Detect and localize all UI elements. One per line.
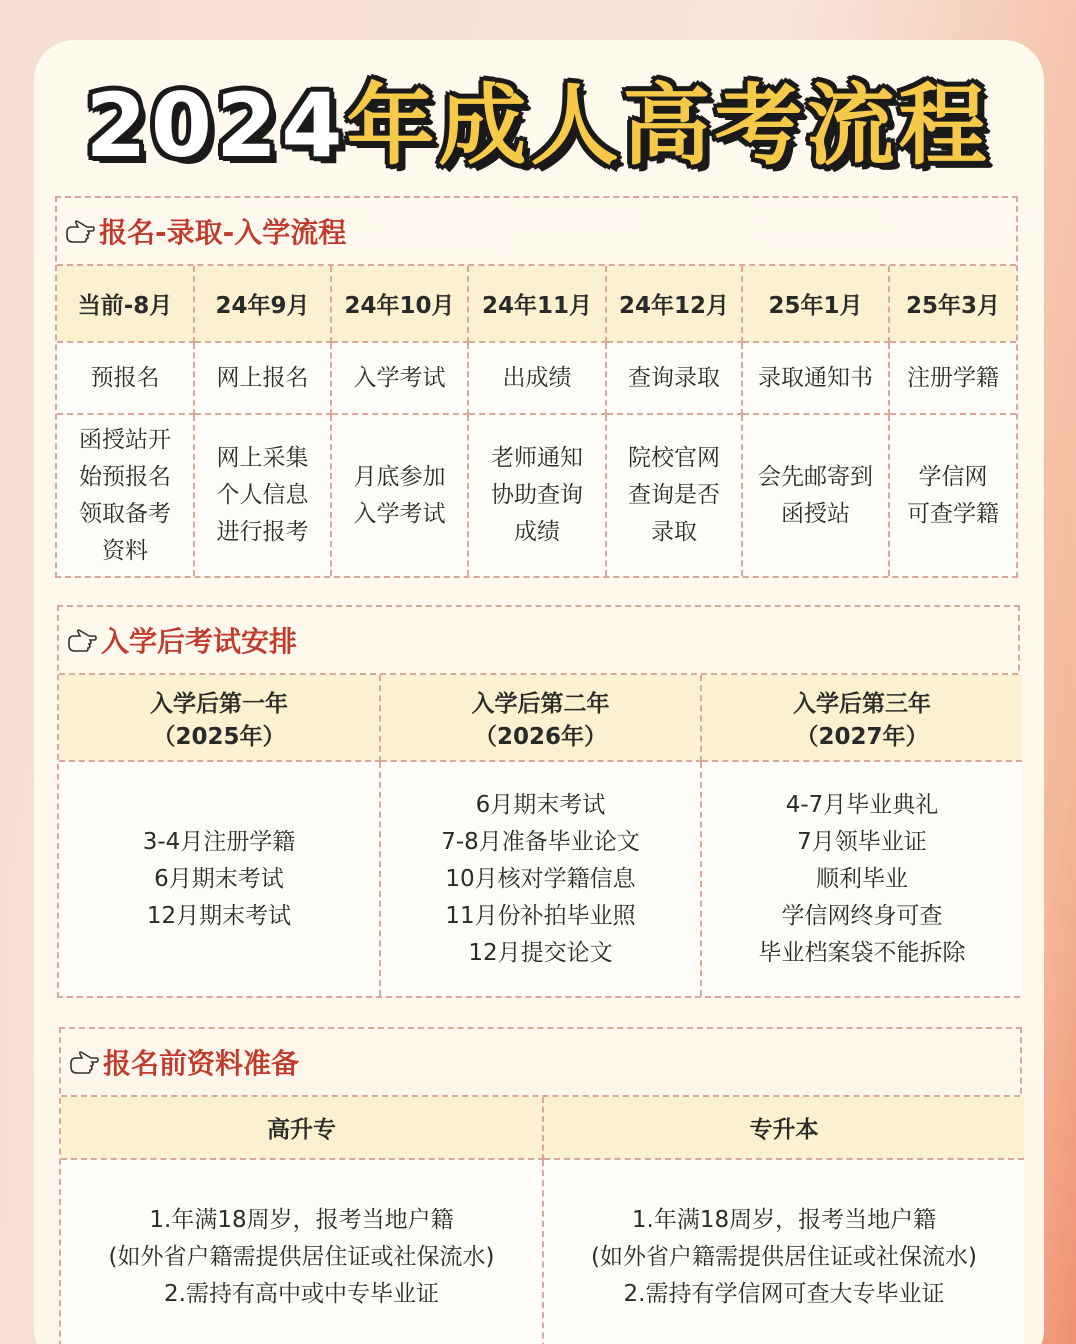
schedule-cell [59,761,380,996]
year-cell [701,675,1022,761]
pointing-hand-icon [65,218,95,244]
schedule-cell [701,761,1022,996]
step-cell: 录取通知书 [742,342,889,414]
title-year: 2024 [85,74,347,177]
date-cell: 24年12月 [606,266,742,342]
detail-line: 个人信息 [216,482,309,508]
detail-line: 领取备考 [79,500,171,527]
detail-line: 函授站开 [79,426,171,453]
requirement-item: 2.需持有高中或中专毕业证 [164,1281,439,1307]
year-cell [380,675,701,761]
table-row-schedule [59,761,1022,996]
requirement-item: 1.年满18周岁，报考当地户籍 [631,1207,937,1233]
schedule-item: 学信网终身可查 [781,902,943,929]
schedule-item: 7-8月准备毕业论文 [441,828,640,855]
section-title: 入学后考试安排 [101,625,298,658]
detail-line: 协助查询 [491,482,583,508]
detail-line: 可查学籍 [907,500,999,527]
table-row-types [61,1097,1024,1159]
table-row-steps [57,342,1016,414]
section-header [59,607,1018,675]
process-table [57,266,1016,576]
detail-line: 函授站 [781,500,850,527]
detail-cell [468,414,606,576]
detail-line: 月底参加 [353,463,446,490]
detail-line: 入学考试 [353,500,446,527]
year-label: （2025年） [152,723,286,750]
schedule-item: 3-4月注册学籍 [142,828,296,855]
year-label: （2026年） [473,723,607,750]
table-row-dates [57,266,1016,342]
section-materials [59,1027,1022,1344]
schedule-item: 顺利毕业 [816,865,908,892]
requirement-item: (如外省户籍需提供居住证或社保流水) [108,1244,495,1270]
type-cell: 专升本 [543,1097,1024,1159]
detail-line: 会先邮寄到 [758,463,873,490]
step-cell: 查询录取 [606,342,742,414]
requirement-item: (如外省户籍需提供居住证或社保流水) [591,1244,977,1270]
schedule-item: 6月期末考试 [475,791,606,818]
schedule-item: 4-7月毕业典礼 [785,791,939,818]
detail-line: 始预报名 [79,463,171,490]
section-exam-schedule [57,605,1020,998]
type-cell: 高升专 [61,1097,543,1159]
detail-cell [194,414,331,576]
section-header [57,198,1016,266]
step-cell: 注册学籍 [889,342,1016,414]
page-title [0,74,1076,177]
date-cell: 25年1月 [742,266,889,342]
date-cell: 24年10月 [331,266,468,342]
requirement-cell [61,1159,543,1344]
pointing-hand-icon [69,1049,99,1075]
date-cell: 当前-8月 [57,266,194,342]
detail-line: 网上采集 [216,445,309,471]
detail-line: 录取 [651,519,697,545]
table-row-years [59,675,1022,761]
schedule-item: 11月份补拍毕业照 [445,902,636,929]
detail-line: 成绩 [514,519,560,545]
title-main: 年成人高考流程 [346,74,991,177]
schedule-cell [380,761,701,996]
materials-table [61,1097,1024,1344]
detail-cell [606,414,742,576]
table-row-requirements [61,1159,1024,1344]
schedule-item: 7月领毕业证 [797,828,927,855]
exam-table [59,675,1022,996]
pointing-hand-icon [67,627,97,653]
schedule-item: 10月核对学籍信息 [445,865,636,892]
schedule-item: 6月期末考试 [154,865,284,892]
date-cell: 24年11月 [468,266,606,342]
schedule-item: 12月期末考试 [146,902,292,929]
schedule-item: 毕业档案袋不能拆除 [758,939,966,966]
year-head: 入学后第一年 [150,690,288,717]
detail-line: 院校官网 [628,445,720,471]
year-head: 入学后第二年 [471,690,610,717]
step-cell: 出成绩 [468,342,606,414]
schedule-item: 12月提交论文 [468,939,613,966]
section-title: 报名-录取-入学流程 [99,216,347,249]
requirement-item: 2.需持有学信网可查大专毕业证 [623,1281,945,1307]
detail-cell [57,414,194,576]
step-cell: 网上报名 [194,342,331,414]
date-cell: 24年9月 [194,266,331,342]
step-cell: 入学考试 [331,342,468,414]
section-enrollment-process [55,196,1018,578]
detail-line: 进行报考 [216,519,309,545]
year-cell [59,675,380,761]
section-header [61,1029,1020,1097]
step-cell: 预报名 [57,342,194,414]
requirement-cell [543,1159,1024,1344]
detail-line: 老师通知 [491,445,583,471]
detail-line: 资料 [102,537,148,564]
detail-cell [331,414,468,576]
detail-line: 查询是否 [628,482,720,508]
year-label: （2027年） [795,723,929,750]
section-title: 报名前资料准备 [103,1047,300,1080]
date-cell: 25年3月 [889,266,1016,342]
year-head: 入学后第三年 [793,690,931,717]
detail-cell [889,414,1016,576]
detail-cell [742,414,889,576]
table-row-details [57,414,1016,576]
detail-line: 学信网 [918,463,988,490]
requirement-item: 1.年满18周岁，报考当地户籍 [149,1207,454,1233]
